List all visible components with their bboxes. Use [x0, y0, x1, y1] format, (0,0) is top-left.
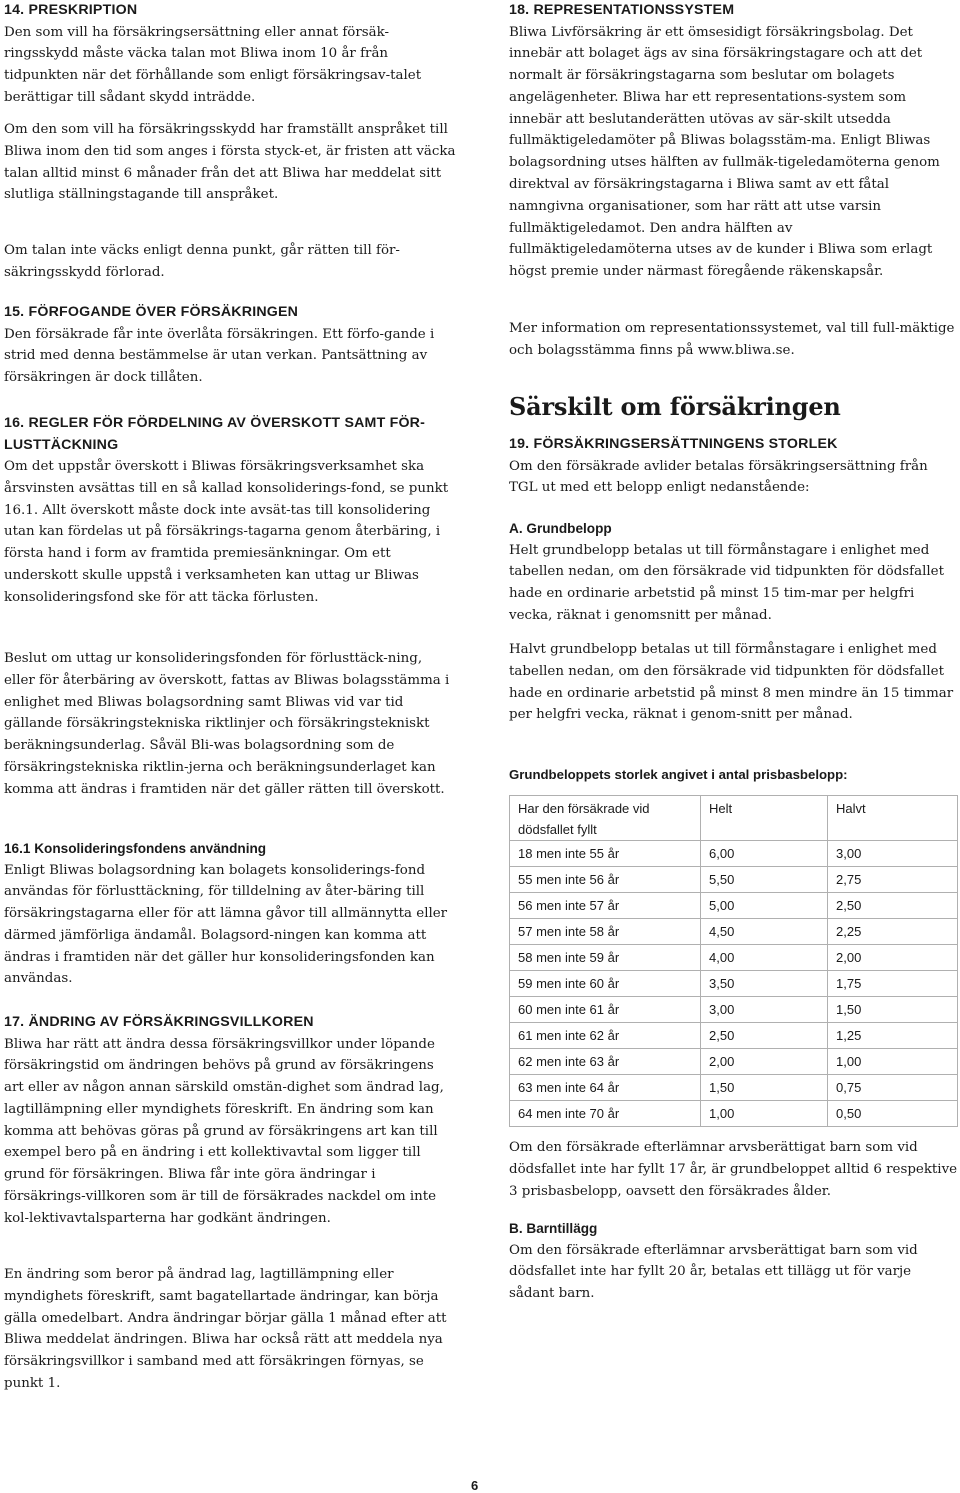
- section-16-paragraph-2: Beslut om uttag ur konsolideringsfonden för förlusttäck-ning, eller för återbäring av överskott, fattas av Bliwas bolagsstämma i enlighet med Bliwas bolagsordning samt Bliwas vid var tid gällande försäkringstekniska riktlinjer och försäkringstekniskt beräkningsunderlag. Såväl Bli-was bolagsordning som de försäkringstekniska riktlin-jerna och beräkningsunderlaget kan komma att ändras i framtiden när det gäller rätten till överskott.: [4, 651, 450, 797]
- section-16: [4, 413, 456, 609]
- table-cell-full: 3,00: [701, 997, 828, 1023]
- table-cell-age: 58 men inte 59 år: [510, 945, 701, 971]
- section-19-a-paragraph-1: Helt grundbelopp betalas ut till förmånstagare i enlighet med tabellen nedan, om den försäkrade vid tidpunkten för dödsfallet hade en ordinarie arbetstid på minst 15 tim-mar per helgfri vecka, räknat i genomsnitt per månad.: [509, 542, 944, 623]
- page-number: 6: [471, 1478, 479, 1493]
- amount-table-body: [510, 796, 958, 1127]
- section-14-paragraph-1: Den som vill ha försäkringsersättning eller annat försäk-ringsskydd måste väcka talan mot Bliwa inom 10 år från tidpunkten när det förhållande som enligt försäkringsav-talet berättigar till sådant skydd inträdde.: [4, 24, 422, 105]
- table-row: [510, 1075, 958, 1101]
- section-15-title: 15. FÖRFOGANDE ÖVER FÖRSÄKRINGEN: [4, 304, 299, 320]
- amount-table: [509, 795, 958, 1127]
- table-cell-age: 63 men inte 64 år: [510, 1075, 701, 1101]
- section-18-title: 18. REPRESENTATIONSSYSTEM: [509, 2, 735, 18]
- header-cell-age: Har den försäkrade vid dödsfallet fyllt: [510, 796, 701, 841]
- table-cell-half: 2,00: [828, 945, 958, 971]
- section-17-title: 17. ÄNDRING AV FÖRSÄKRINGSVILLKOREN: [4, 1014, 314, 1030]
- table-row: [510, 1049, 958, 1075]
- table-row: [510, 945, 958, 971]
- section-16-title: 16. REGLER FÖR FÖRDELNING AV ÖVERSKOTT SAMT FÖR-LUSTTÄCKNING: [4, 415, 426, 453]
- table-cell-age: 56 men inte 57 år: [510, 893, 701, 919]
- section-14-paragraph-2: Om den som vill ha försäkringsskydd har framställt anspråket till Bliwa inom den tid som anges i första styck-et, är fristen att väcka talan alltid minst 6 månader från det att Bliwa har meddelat sitt slutliga ställningstagande till anspråket.: [4, 122, 456, 203]
- table-cell-half: 0,50: [828, 1101, 958, 1127]
- table-cell-full: 4,00: [701, 945, 828, 971]
- section-19-a: [509, 518, 959, 627]
- section-18: [509, 0, 959, 283]
- table-header-row: [510, 796, 958, 841]
- section-19-b: [509, 1218, 959, 1305]
- table-cell-age: 55 men inte 56 år: [510, 867, 701, 893]
- table-cell-age: 60 men inte 61 år: [510, 997, 701, 1023]
- table-cell-full: 1,50: [701, 1075, 828, 1101]
- section-19-b-paragraph: Om den försäkrade efterlämnar arvsberättigat barn som vid dödsfallet inte har fyllt 20 år, betalas ett tillägg ut för varje sådant barn.: [509, 1242, 918, 1302]
- header-cell-full: Helt: [701, 796, 828, 841]
- section-19: [509, 434, 959, 499]
- table-cell-full: 2,50: [701, 1023, 828, 1049]
- table-cell-full: 4,50: [701, 919, 828, 945]
- section-19-a-paragraph-2: Halvt grundbelopp betalas ut till förmånstagare i enlighet med tabellen nedan, om den försäkrade vid tidpunkten för dödsfallet hade en ordinarie arbetstid på minst 8 men mindre än 15 timmar per helgfri vecka, räknat i genom-snitt per månad.: [509, 642, 954, 723]
- table-cell-half: 1,50: [828, 997, 958, 1023]
- table-caption: Grundbeloppets storlek angivet i antal prisbasbelopp:: [509, 767, 848, 782]
- section-17-paragraph-2: En ändring som beror på ändrad lag, lagtillämpning eller myndighets föreskrift, samt bagatellartade ändringar, kan börja gälla omedelbart. Andra ändringar börjar gälla 1 månad efter att Bliwa meddelat ändringen. Bliwa har också rätt att meddela nya försäkringsvillkor i samband med att försäkringen förnyas, se punkt 1.: [4, 1267, 447, 1391]
- table-cell-half: 2,50: [828, 893, 958, 919]
- section-19-b-title: B. Barntillägg: [509, 1221, 598, 1236]
- section-14-paragraph-3: Om talan inte väcks enligt denna punkt, går rätten till för-säkringsskydd förlorad.: [4, 243, 400, 280]
- table-cell-full: 1,00: [701, 1101, 828, 1127]
- table-row: [510, 919, 958, 945]
- table-cell-age: 62 men inte 63 år: [510, 1049, 701, 1075]
- table-cell-full: 2,00: [701, 1049, 828, 1075]
- main-heading: Särskilt om försäkringen: [509, 392, 841, 421]
- section-16-1: [4, 838, 456, 990]
- table-cell-age: 18 men inte 55 år: [510, 841, 701, 867]
- section-18-paragraph-1: Bliwa Livförsäkring är ett ömsesidigt försäkringsbolag. Det innebär att bolaget ägs av sina försäkringstagare och att det normalt är försäkringstagarna som beslutar om bolagets angelägenheter. Bliwa har ett representations-system som innebär att beslutanderätten utövas av sär-skilt utsedda fullmäktigeledamöter på Bliwas bolagsstäm-ma. Enligt Bliwas bolagsordning utses hälften av fullmäk-tigeledamöterna genom direktval av försäkringstagarna i Bliwa samt av ett fåtal namngivna organisationer, som har rätt att utse varsin fullmäktigeledamot. Den andra hälften av fullmäktigeledamöterna utses av de kunder i Bliwa som erlagt högst premie under närmast föregående räkenskapsår.: [509, 24, 940, 280]
- table-cell-age: 57 men inte 58 år: [510, 919, 701, 945]
- table-cell-half: 2,25: [828, 919, 958, 945]
- table-row: [510, 971, 958, 997]
- section-19-a-title: A. Grundbelopp: [509, 521, 612, 536]
- table-cell-full: 6,00: [701, 841, 828, 867]
- table-row: [510, 841, 958, 867]
- section-19-title: 19. FÖRSÄKRINGSERSÄTTNINGENS STORLEK: [509, 436, 838, 452]
- table-cell-half: 1,75: [828, 971, 958, 997]
- table-cell-age: 64 men inte 70 år: [510, 1101, 701, 1127]
- section-15: [4, 302, 456, 389]
- section-14-title: 14. PRESKRIPTION: [4, 2, 138, 18]
- table-cell-full: 5,50: [701, 867, 828, 893]
- table-row: [510, 997, 958, 1023]
- section-16-1-title: 16.1 Konsolideringsfondens användning: [4, 841, 267, 856]
- table-cell-half: 2,75: [828, 867, 958, 893]
- section-16-paragraph-1: Om det uppstår överskott i Bliwas försäkringsverksamhet ska årsvinsten avsättas till en så kallad konsoliderings-fond, se punkt 16.1. Allt överskott måste dock inte avsät-tas till konsolidering utan kan fördelas ut på försäkrings-tagarna genom återbäring, i första hand i form av framtida premiesänkningar. Om ett underskott skulle uppstå i verksamheten kan uttag ur Bliwas konsolideringsfond ske för att täcka förlusten.: [4, 459, 449, 605]
- section-18-paragraph-2: Mer information om representationssystemet, val till full-mäktige och bolagsstämma finns på www.bliwa.se.: [509, 321, 955, 358]
- section-15-paragraph-1: Den försäkrade får inte överlåta försäkringen. Ett förfo-gande i strid med denna bestämmelse är utan verkan. Pantsättning av försäkringen är dock tillåten.: [4, 326, 435, 386]
- table-cell-age: 61 men inte 62 år: [510, 1023, 701, 1049]
- section-17: [4, 1012, 456, 1230]
- section-17-paragraph-1: Bliwa har rätt att ändra dessa försäkringsvillkor under löpande försäkringstid om ändringen behövs på grund av försäkringens art eller av någon annan särskild omstän-dighet som ändrad lag, lagtillämpning eller myndighets föreskrift. En ändring som kan komma att behövas göras på grund av försäkringens art kan till exempel bero på en ändring i ett kollektivavtal som ligger till grund för försäkringen. Bliwa får inte göra ändringar i försäkrings-villkoren som är till de försäkrades nackdel om inte kol-lektivavtalsparterna har godkänt ändringen.: [4, 1036, 444, 1226]
- table-row: [510, 893, 958, 919]
- table-cell-half: 3,00: [828, 841, 958, 867]
- table-row: [510, 1101, 958, 1127]
- table-cell-full: 5,00: [701, 893, 828, 919]
- table-row: [510, 867, 958, 893]
- table-cell-half: 0,75: [828, 1075, 958, 1101]
- section-19-a-paragraph-3: Om den försäkrade efterlämnar arvsberättigat barn som vid dödsfallet inte har fyllt 17 år, är grundbeloppet alltid 6 respektive 3 prisbasbelopp, oavsett den försäkrades ålder.: [509, 1140, 958, 1199]
- table-row: [510, 1023, 958, 1049]
- table-cell-half: 1,25: [828, 1023, 958, 1049]
- table-cell-full: 3,50: [701, 971, 828, 997]
- section-14: [4, 0, 456, 109]
- table-cell-age: 59 men inte 60 år: [510, 971, 701, 997]
- header-cell-half: Halvt: [828, 796, 958, 841]
- table-cell-half: 1,00: [828, 1049, 958, 1075]
- section-16-1-paragraph: Enligt Bliwas bolagsordning kan bolagets konsoliderings-fond användas för förlusttäckning, för tilldelning av åter-bäring till försäkringstagarna eller för att lämna gåvor till allmännytta eller därmed jämförliga ändamål. Bolagsord-ningen kan komma att ändras i framtiden när det gäller hur konsolideringsfonden kan användas.: [4, 862, 448, 987]
- section-19-paragraph-1: Om den försäkrade avlider betalas försäkringsersättning från TGL ut med ett belopp enligt nedanstående:: [509, 458, 928, 496]
